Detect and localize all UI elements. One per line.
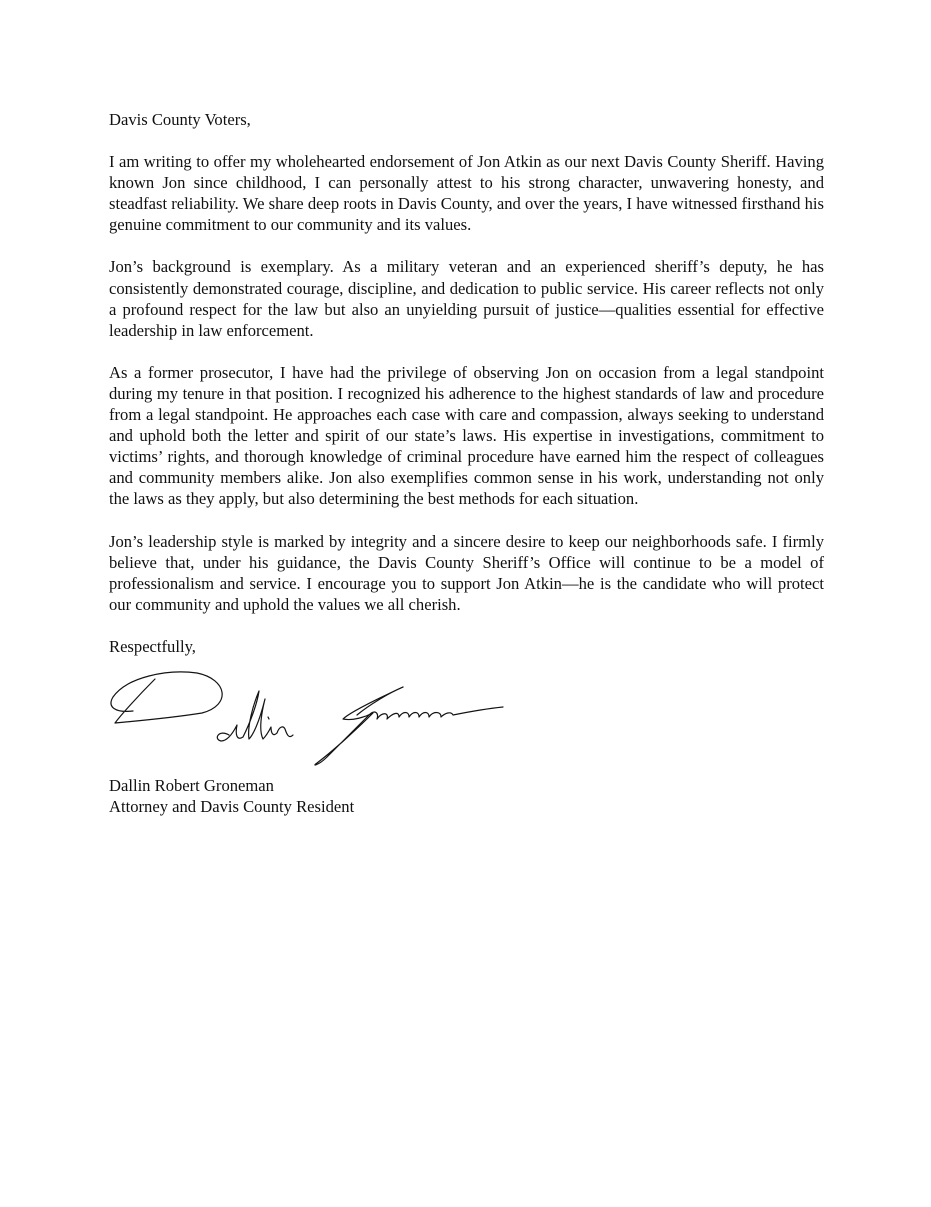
- closing: Respectfully,: [109, 636, 196, 656]
- paragraph-background: Jon’s background is exemplary. As a military veteran and an experienced sheriff’s deputy, he has consistently demonstrated courage, discipline, and dedication to public service. His career reflects not only a profound respect for the law but also an unyielding pursuit of justice—qualities essential for effective leadership in law enforcement.: [109, 257, 824, 340]
- salutation: Davis County Voters,: [109, 110, 251, 129]
- paragraph-leadership: Jon’s leadership style is marked by integrity and a sincere desire to keep our neighborhoods safe. I firmly believe that, under his guidance, the Davis County Sheriff’s Office will continue to be a model of professionalism and service. I encourage you to support Jon Atkin—he is the candidate who will protect our community and uphold the values we all cherish.: [109, 531, 824, 614]
- letter-page: [109, 109, 824, 817]
- signer-name: Dallin Robert Groneman: [109, 775, 274, 795]
- paragraph-endorsement: I am writing to offer my wholehearted endorsement of Jon Atkin as our next Davis County Sheriff. Having known Jon since childhood, I can personally attest to his strong character, unwavering honesty, and steadfast reliability. We share deep roots in Davis County, and over the years, I have witnessed firsthand his genuine commitment to our community and its values.: [109, 152, 824, 235]
- signer-title: Attorney and Davis County Resident: [109, 797, 355, 817]
- paragraph-prosecutor-experience: As a former prosecutor, I have had the privilege of observing Jon on occasion from a legal standpoint during my tenure in that position. I recognized his adherence to the highest standards of law and procedure from a legal standpoint. He approaches each case with care and compassion, always seeking to understand and uphold both the letter and spirit of our state’s laws. His expertise in investigations, commitment to victims’ rights, and thorough knowledge of criminal procedure have earned him the respect of colleagues and community members alike. Jon also exemplifies common sense in his work, understanding not only the laws as they apply, but also determining the best methods for each situation.: [109, 362, 824, 509]
- signature-icon: [107, 669, 517, 775]
